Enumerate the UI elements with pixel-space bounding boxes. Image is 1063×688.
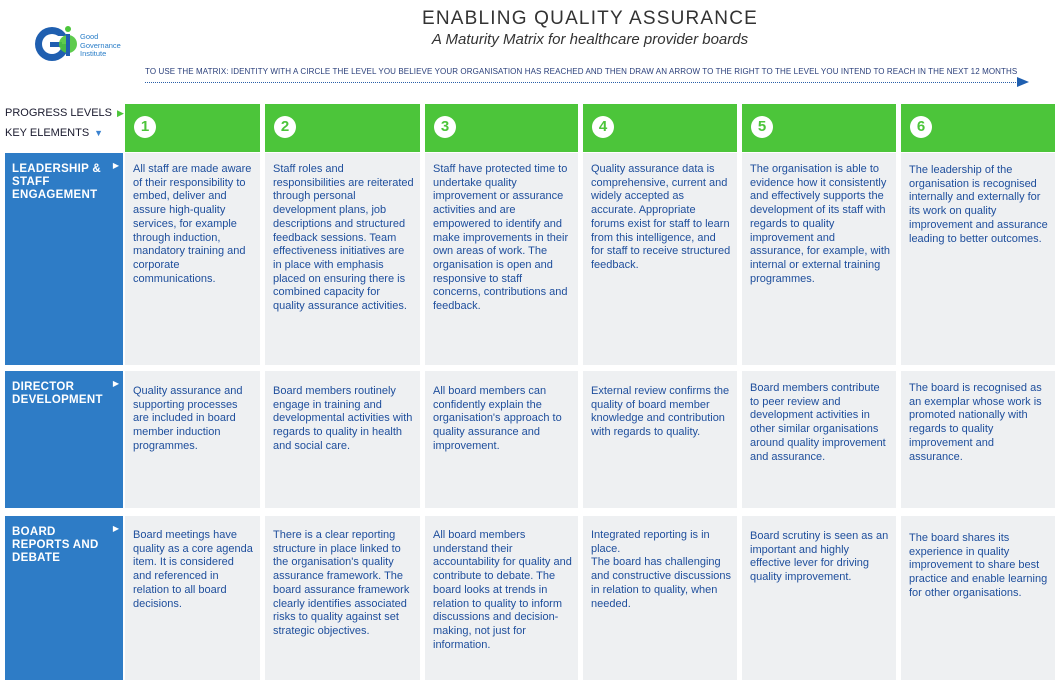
matrix-cell-r2-l3: [425, 371, 578, 508]
key-element-board-reports: [5, 516, 123, 680]
cell-text: Quality assurance and supporting processes are included in board member induction programmes.: [133, 385, 243, 452]
level-header-3: [425, 104, 578, 152]
instructions-text: TO USE THE MATRIX: IDENTITY WITH A CIRCLE THE LEVEL YOU BELIEVE YOUR ORGANISATION HAS REACHED AND THEN DRAW AN ARROW TO THE RIGHT TO THE LEVEL YOU INTEND TO REACH IN THE NEXT 12 MONTHS: [145, 67, 1018, 76]
matrix-cell-r2-l4: [583, 371, 737, 508]
triangle-right-icon: ▶: [112, 161, 119, 170]
key-element-title: LEADERSHIP & STAFF ENGAGEMENT: [12, 163, 102, 201]
triangle-right-icon: ▶: [112, 524, 119, 533]
matrix-cell-r1-l3: [425, 153, 578, 365]
cell-text: External review confirms the quality of board member knowledge and contribution with regards to quality.: [591, 385, 730, 439]
matrix-cell-r2-l1: [125, 371, 260, 508]
progress-levels-label: PROGRESS LEVELS ▶: [5, 107, 124, 119]
key-elements-label: KEY ELEMENTS ▼: [5, 127, 104, 139]
matrix-cell-r3-l3: [425, 516, 578, 680]
logo-text: Good Governance Institute: [80, 32, 121, 58]
cell-text: Board scrutiny is seen as an important and highly effective lever for driving quality improvement.: [750, 530, 889, 584]
cell-text: Board members routinely engage in training and developmental activities with regards to quality in health and social care.: [273, 385, 413, 452]
matrix-cell-r2-l5: [742, 371, 896, 508]
cell-text: Staff roles and responsibilities are reiterated through personal development plans, job descriptions and structured feedback sessions. Team effectiveness initiatives are in place with emphasis placed on ensuring there is combined capacity for quality assurance activities.: [273, 163, 414, 313]
cell-text: There is a clear reporting structure in place linked to the organisation's quality assurance framework. The board assurance framework clearly identifies associated risks to quality against set strategic objectives.: [273, 529, 410, 637]
cell-text: All board members can confidently explain the organisation's approach to quality assurance and improvement.: [433, 385, 562, 452]
cell-text: The board is recognised as an exemplar whose work is promoted nationally with regards to quality improvement and assurance.: [909, 382, 1042, 463]
level-badge: 6: [910, 116, 932, 138]
level-header-5: [742, 104, 896, 152]
cell-text: All board members understand their accountability for quality and contribute to debate. The board looks at trends in relation to quality to inform discussions and decision-making, not just for information.: [433, 529, 572, 651]
page-subtitle: A Maturity Matrix for healthcare provider boards: [431, 31, 749, 48]
level-badge: 5: [751, 116, 773, 138]
cell-text: The leadership of the organisation is recognised internally and externally for its work on quality improvement and assurance leading to better outcomes.: [909, 164, 1048, 245]
level-badge: 2: [274, 116, 296, 138]
level-header-6: [901, 104, 1055, 152]
triangle-down-icon: ▼: [94, 128, 104, 138]
matrix-cell-r1-l4: [583, 153, 737, 365]
page-title: ENABLING QUALITY ASSURANCE: [422, 8, 758, 29]
cell-text: The board shares its experience in quality improvement to share best practice and enable learning for other organisations.: [909, 532, 1048, 599]
cell-text: Quality assurance data is comprehensive, current and widely accepted as accurate. Appropriate forums exist for staff to learn from this intelligence, and for staff to receive structured feedback.: [591, 163, 731, 271]
key-element-director-development: [5, 371, 123, 508]
level-header-1: [125, 104, 260, 152]
cell-text: Integrated reporting is in place. The board has challenging and constructive discussions in relation to quality, when needed.: [591, 529, 732, 610]
cell-text: Board meetings have quality as a core agenda item. It is considered and referenced in relation to all board decisions.: [133, 529, 253, 610]
matrix-cell-r1-l5: [742, 153, 896, 365]
arrow-right-icon: [1017, 77, 1029, 87]
triangle-right-icon: ▶: [117, 108, 124, 118]
progress-arrow-line: [145, 82, 1020, 83]
key-element-title: DIRECTOR DEVELOPMENT: [12, 381, 103, 406]
level-header-2: [265, 104, 420, 152]
matrix-cell-r1-l2: [265, 153, 420, 365]
matrix-cell-r3-l5: [742, 516, 896, 680]
level-badge: 1: [134, 116, 156, 138]
matrix-cell-r1-l1: [125, 153, 260, 365]
cell-text: Staff have protected time to undertake quality improvement or assurance activities and are empowered to identify and make improvements in their own areas of work. The organisation is open and responsive to staff concerns, contributions and feedback.: [433, 163, 569, 313]
key-element-leadership: [5, 153, 123, 365]
matrix-cell-r2-l6: [901, 371, 1055, 508]
cell-text: The organisation is able to evidence how it consistently and effectively supports the development of its staff with regards to quality improvement and assurance, for example, with internal or external training programmes.: [750, 163, 891, 285]
cell-text: Board members contribute to peer review and development activities in other similar organisations around quality improvement and assurance.: [750, 382, 886, 463]
matrix-cell-r2-l2: [265, 371, 420, 508]
level-badge: 3: [434, 116, 456, 138]
matrix-cell-r3-l1: [125, 516, 260, 680]
level-badge: 4: [592, 116, 614, 138]
triangle-right-icon: ▶: [112, 379, 119, 388]
matrix-cell-r3-l2: [265, 516, 420, 680]
level-header-4: [583, 104, 737, 152]
key-element-title: BOARD REPORTS AND DEBATE: [12, 526, 99, 564]
matrix-cell-r3-l6: [901, 516, 1055, 680]
matrix-cell-r1-l6: [901, 153, 1055, 365]
matrix-cell-r3-l4: [583, 516, 737, 680]
cell-text: All staff are made aware of their responsibility to embed, deliver and assure high-quality services, for example through induction, mandatory training and corporate communications.: [133, 163, 252, 285]
